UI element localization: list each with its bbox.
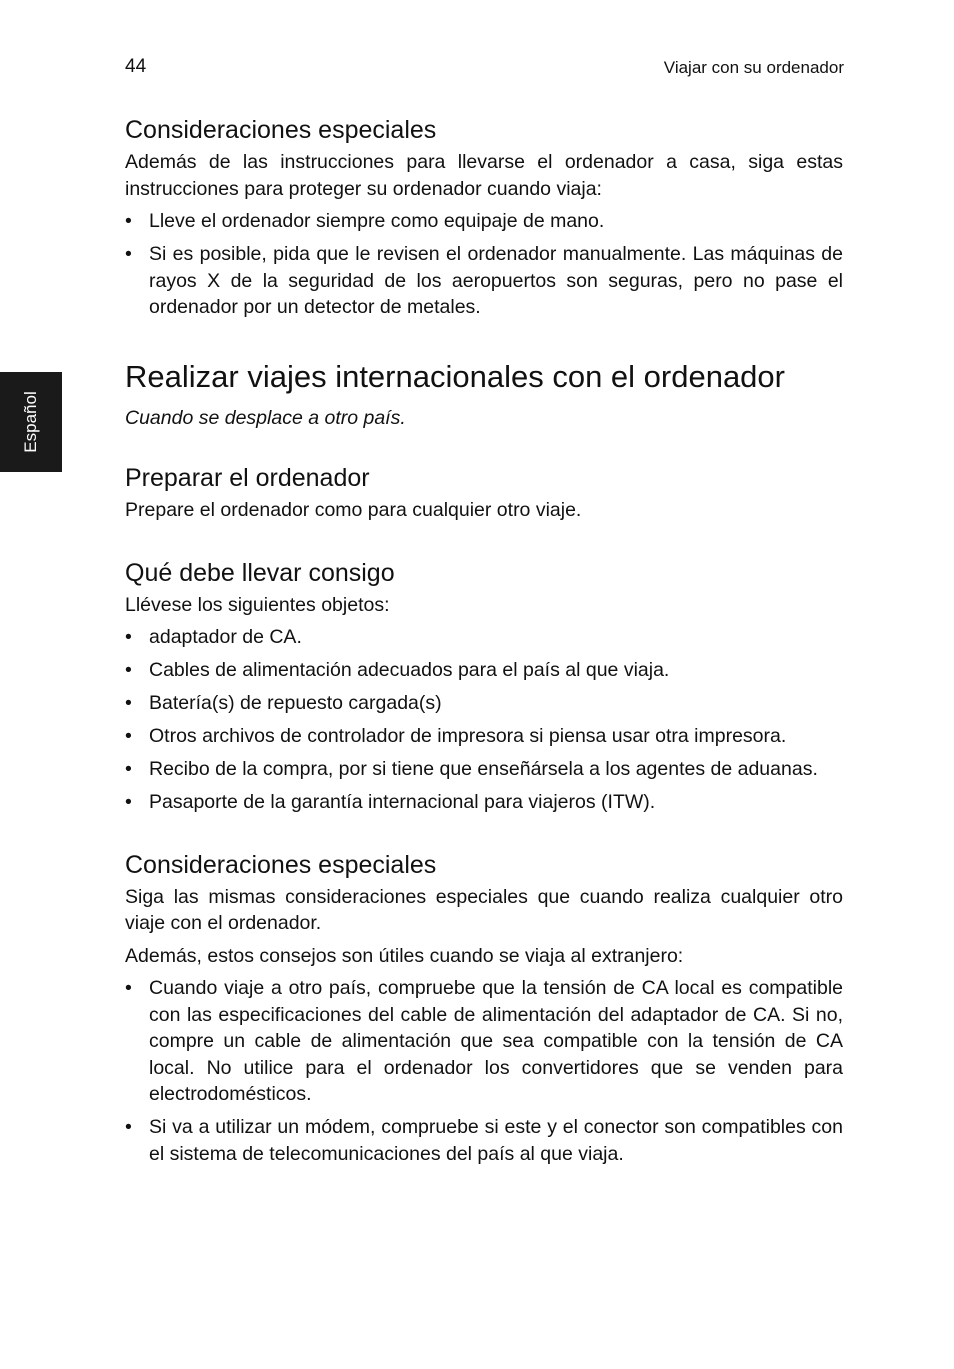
list-item [125,1114,843,1167]
bullet-list [125,208,843,321]
main-subtitle: Cuando se desplace a otro país. [125,406,406,429]
list-item [125,975,843,1108]
section-intro: Llévese los siguientes objetos: [125,593,390,616]
list-item [125,789,843,816]
list-item [125,756,843,783]
page-number: 44 [125,56,147,77]
bullet-dot: • [125,725,132,747]
page-content [125,115,843,1174]
main-heading: Realizar viajes internacionales con el ordenador [125,358,785,394]
list-item-text: Otros archivos de controlador de impresora si piensa usar otra impresora. [149,725,787,747]
list-item-text: Batería(s) de repuesto cargada(s) [149,692,442,714]
list-item-text: Cables de alimentación adecuados para el país al que viaja. [149,659,670,681]
list-item-text: adaptador de CA. [149,626,302,648]
bullet-dot: • [125,758,132,780]
section-text: Prepare el ordenador como para cualquier otro viaje. [125,499,582,521]
bullet-dot: • [125,659,132,681]
section-paragraph: Siga las mismas consideraciones especiales que cuando realiza cualquier otro viaje con el ordenador. [125,885,843,934]
language-side-tab-label: Español [21,391,40,453]
section-paragraph: Además, estos consejos son útiles cuando se viaja al extranjero: [125,944,684,967]
list-item-text: Si es posible, pida que le revisen el ordenador manualmente. Las máquinas de rayos X de la seguridad de los aeropuertos son seguras, pero no pase el ordenador por un detector de metales. [149,243,843,318]
list-item-text: Pasaporte de la garantía internacional para viajeros (ITW). [149,791,656,813]
section-heading-special-considerations: Consideraciones especiales [125,116,437,144]
list-item-text: Lleve el ordenador siempre como equipaje de mano. [149,210,605,232]
list-item [125,657,843,684]
section-heading-special-considerations: Consideraciones especiales [125,850,437,879]
list-item-text: Recibo de la compra, por si tiene que enseñársela a los agentes de aduanas. [149,758,818,780]
list-item [125,690,843,717]
bullet-list [125,975,843,1167]
list-item [125,624,843,651]
bullet-dot: • [125,1116,132,1138]
language-side-tab [0,372,62,472]
bullet-dot: • [125,243,132,265]
list-item [125,723,843,750]
list-item-text: Cuando viaje a otro país, compruebe que la tensión de CA local es compatible con las especificaciones del cable de alimentación del adaptador de CA. Si no, compre un cable de alimentación que sea compatible con la tensión de CA local. No utilice para el ordenador los convertidores que se venden para electrodomésticos. [149,977,843,1105]
bullet-dot: • [125,791,132,813]
bullet-list [125,624,843,816]
section-heading-what-to-bring: Qué debe llevar consigo [125,558,395,587]
running-header: Viajar con su ordenador [663,58,844,77]
section-intro: Además de las instrucciones para llevarse el ordenador a casa, siga estas instrucciones para proteger su ordenador cuando viaja: [125,151,843,200]
list-item-text: Si va a utilizar un módem, compruebe si este y el conector son compatibles con el sistema de telecomunicaciones del país al que viaja. [149,1116,843,1165]
section-heading-prepare: Preparar el ordenador [125,464,370,492]
bullet-dot: • [125,692,132,714]
bullet-dot: • [125,626,132,648]
bullet-dot: • [125,977,132,999]
list-item [125,241,843,321]
list-item [125,208,843,235]
bullet-dot: • [125,210,132,232]
